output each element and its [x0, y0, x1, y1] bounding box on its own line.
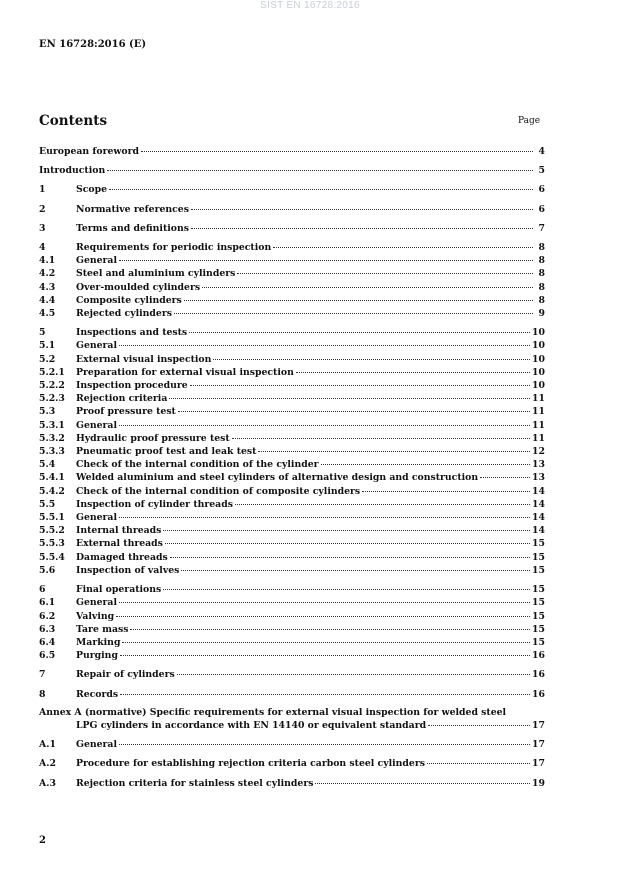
toc-entry-page: 13: [532, 472, 545, 484]
toc-entry-title: Proof pressure test: [76, 406, 176, 418]
toc-entry-page: 8: [538, 268, 545, 280]
toc-entry-number: 5.2.1: [39, 366, 65, 378]
toc-entry-title: Procedure for establishing rejection criteria carbon steel cylinders: [76, 758, 425, 770]
toc-entry[interactable]: [39, 757, 545, 770]
toc-entry-title: Over-moulded cylinders: [76, 281, 201, 293]
toc-entry[interactable]: [39, 445, 545, 458]
toc-entry[interactable]: [39, 432, 545, 445]
toc-entry-page: 5: [538, 165, 545, 177]
toc-entry-title: Preparation for external visual inspection: [76, 366, 294, 378]
toc-entry-page: 15: [532, 564, 545, 576]
toc-entry-number: A.1: [39, 739, 56, 751]
toc-entry[interactable]: [39, 281, 545, 294]
toc-entry-number: 2: [39, 203, 46, 215]
toc-entry-page: 14: [532, 525, 545, 537]
toc-entry[interactable]: [39, 623, 545, 636]
toc-entry-page: 11: [532, 406, 545, 418]
toc-entry-page: 15: [532, 584, 545, 596]
toc-entry-number: 6.4: [39, 636, 56, 648]
toc-entry-title: Marking: [76, 636, 121, 648]
dot-leader: [119, 260, 533, 261]
dot-leader: [119, 744, 530, 745]
toc-entry-title: European foreword: [39, 146, 139, 157]
toc-entry[interactable]: [39, 294, 545, 307]
toc-entry-page: 14: [532, 485, 545, 497]
toc-entry-number: 5.6: [39, 564, 56, 576]
toc-entry-title: Final operations: [76, 584, 162, 596]
toc-entry[interactable]: [39, 511, 545, 524]
dot-leader: [235, 504, 530, 505]
toc-entry-page: 16: [532, 650, 545, 662]
toc-entry-title: Tare mass: [76, 623, 129, 635]
dot-leader: [190, 385, 530, 386]
toc-entry[interactable]: [39, 307, 545, 320]
toc-annex-entries: [39, 738, 545, 790]
toc-entry-number: 5.3: [39, 406, 56, 418]
dot-leader: [119, 602, 530, 603]
dot-leader: [119, 345, 530, 346]
dot-leader: [163, 530, 530, 531]
toc-entry-title: General: [76, 419, 117, 431]
toc-entry-title: Records: [76, 688, 119, 700]
toc-main-entries: [39, 145, 545, 701]
toc-entry[interactable]: [39, 596, 545, 609]
dot-leader: [189, 332, 530, 333]
toc-entry-page: 11: [532, 393, 545, 405]
page-title: Contents: [39, 113, 108, 129]
toc-entry-page: 14: [532, 512, 545, 524]
toc-entry-page: 11: [532, 432, 545, 444]
toc-entry-number: 5.4.2: [39, 485, 65, 497]
dot-leader: [169, 398, 530, 399]
dot-leader: [178, 411, 530, 412]
toc-entry-number: A.2: [39, 758, 56, 770]
toc-entry-page: 17: [532, 739, 545, 751]
toc-entry[interactable]: [39, 458, 545, 471]
toc-entry-page: 10: [532, 380, 545, 392]
toc-entry-number: 5.3.3: [39, 446, 65, 458]
toc-entry-number: 5.2: [39, 353, 56, 365]
toc-entry[interactable]: [39, 241, 545, 254]
dot-leader: [119, 517, 530, 518]
toc-entry-title: Normative references: [76, 203, 189, 215]
toc-entry-number: 6.5: [39, 650, 56, 662]
toc-entry-number: 5.5.1: [39, 512, 65, 524]
toc-entry-number: 1: [39, 184, 46, 196]
toc-entry-title: Composite cylinders: [76, 294, 182, 306]
toc-entry-number: 5.2.2: [39, 380, 65, 392]
toc-entry[interactable]: [39, 649, 545, 662]
toc-entry[interactable]: [39, 485, 545, 498]
toc-entry-page: 8: [538, 242, 545, 254]
toc-entry-number: 4: [39, 242, 46, 254]
watermark: SIST EN 16728:2016: [260, 0, 360, 11]
dot-leader: [273, 247, 533, 248]
toc-entry-page: 6: [538, 184, 545, 196]
toc-entry-title: Check of the internal condition of composite cylinders: [76, 485, 361, 497]
toc-entry-title: General: [76, 597, 117, 609]
toc-entry-number: 5.5.4: [39, 551, 65, 563]
dot-leader: [427, 763, 530, 764]
toc-entry[interactable]: [39, 419, 545, 432]
toc-entry-title: Rejection criteria: [76, 393, 168, 405]
toc-entry-page: 8: [538, 281, 545, 293]
toc-entry-number: 4.3: [39, 281, 56, 293]
toc-entry-page: 15: [532, 551, 545, 563]
dot-leader: [362, 491, 530, 492]
toc-entry[interactable]: [39, 203, 545, 216]
toc-entry[interactable]: [39, 164, 545, 177]
dot-leader: [141, 151, 533, 152]
dot-leader: [109, 189, 533, 190]
toc-entry-title: Damaged threads: [76, 551, 168, 563]
toc-entry-number: 4.2: [39, 268, 56, 280]
toc-entry[interactable]: [39, 524, 545, 537]
toc-entry-page: 10: [532, 340, 545, 352]
toc-entry[interactable]: [39, 537, 545, 550]
page-number: 2: [39, 835, 46, 846]
toc-entry-annex-a[interactable]: [39, 706, 545, 732]
dot-leader: [119, 425, 530, 426]
dot-leader: [122, 642, 530, 643]
toc-entry[interactable]: [39, 610, 545, 623]
annex-title-line2: LPG cylinders in accordance with EN 14140 or equivalent standard: [76, 719, 427, 731]
annex-title-line1: Annex A (normative) Specific requirements for external visual inspection for welded steel: [39, 706, 507, 718]
toc-entry[interactable]: [39, 267, 545, 280]
toc-entry-title: Scope: [76, 184, 107, 196]
toc-entry-number: 4.5: [39, 308, 56, 320]
toc-entry-page: 11: [532, 419, 545, 431]
toc-entry-title: Welded aluminium and steel cylinders of alternative design and construction: [76, 472, 479, 484]
toc-entry[interactable]: [39, 498, 545, 511]
toc-entry[interactable]: [39, 222, 545, 235]
dot-leader: [428, 725, 530, 726]
toc-entry-page: 6: [538, 203, 545, 215]
toc-entry-title: General: [76, 340, 117, 352]
toc-entry[interactable]: [39, 353, 545, 366]
toc-entry[interactable]: [39, 564, 545, 577]
dot-leader: [191, 228, 533, 229]
dot-leader: [177, 674, 530, 675]
dot-leader: [116, 616, 530, 617]
toc-entry-title: Requirements for periodic inspection: [76, 242, 272, 254]
toc-entry[interactable]: [39, 668, 545, 681]
toc-entry[interactable]: [39, 405, 545, 418]
toc-entry-number: 4.4: [39, 294, 56, 306]
toc-entry-number: 5.4: [39, 459, 56, 471]
toc-entry-number: 3: [39, 222, 46, 234]
toc-entry-page: 9: [538, 308, 545, 320]
dot-leader: [120, 655, 530, 656]
toc-entry-title: Rejection criteria for stainless steel cylinders: [76, 777, 314, 789]
dot-leader: [480, 477, 530, 478]
dot-leader: [315, 783, 530, 784]
toc-entry-title: Internal threads: [76, 525, 162, 537]
toc-entry-title: External visual inspection: [76, 353, 212, 365]
toc-entry-number: A.3: [39, 777, 56, 789]
toc-entry-page: 17: [532, 758, 545, 770]
dot-leader: [191, 209, 533, 210]
toc-entry-number: 5.1: [39, 340, 56, 352]
toc-entry[interactable]: [39, 339, 545, 352]
toc-entry-number: 5: [39, 327, 46, 339]
dot-leader: [296, 372, 530, 373]
toc-entry-page: 10: [532, 366, 545, 378]
toc-entry-title: Valving: [76, 610, 115, 622]
toc-entry-page: 10: [532, 327, 545, 339]
toc-entry[interactable]: [39, 636, 545, 649]
toc-entry-number: 5.5.2: [39, 525, 65, 537]
toc-entry-number: 4.1: [39, 255, 56, 267]
toc-entry-page: 16: [532, 669, 545, 681]
toc-entry-number: 6.1: [39, 597, 56, 609]
toc-entry-title: Inspection of valves: [76, 564, 180, 576]
dot-leader: [321, 464, 531, 465]
toc-entry-title: Purging: [76, 650, 118, 662]
toc-entry-page: 4: [538, 146, 545, 157]
toc-entry[interactable]: [39, 777, 545, 790]
toc-entry-title: External threads: [76, 538, 163, 550]
dot-leader: [237, 273, 533, 274]
toc-entry[interactable]: [39, 326, 545, 339]
dot-leader: [174, 313, 533, 314]
toc-entry[interactable]: [39, 366, 545, 379]
dot-leader: [213, 359, 530, 360]
toc-entry-page: 14: [532, 498, 545, 510]
toc-entry-number: 5.3.1: [39, 419, 65, 431]
toc-entry-page: 15: [532, 597, 545, 609]
toc-entry-title: Inspection procedure: [76, 380, 188, 392]
toc-entry-number: 7: [39, 669, 46, 681]
toc-entry-page: 15: [532, 538, 545, 550]
toc-entry-page: 10: [532, 353, 545, 365]
annex-title-line2-row: [39, 719, 545, 732]
toc-entry-title: General: [76, 739, 117, 751]
annex-page-number: 17: [532, 719, 545, 731]
toc-entry[interactable]: [39, 183, 545, 196]
table-of-contents: [39, 145, 545, 790]
toc-entry[interactable]: [39, 145, 545, 158]
toc-entry-number: 8: [39, 688, 46, 700]
toc-entry-number: 5.4.1: [39, 472, 65, 484]
dot-leader: [120, 694, 530, 695]
toc-entry-title: Check of the internal condition of the cylinder: [76, 459, 319, 471]
toc-entry-number: 5.2.3: [39, 393, 65, 405]
dot-leader: [165, 543, 530, 544]
toc-entry-page: 8: [538, 255, 545, 267]
dot-leader: [232, 438, 530, 439]
dot-leader: [258, 451, 530, 452]
page-column-label: Page: [518, 116, 541, 126]
document-id: EN 16728:2016 (E): [39, 39, 147, 50]
dot-leader: [170, 557, 530, 558]
toc-entry-title: Inspection of cylinder threads: [76, 498, 233, 510]
toc-entry-number: 5.5: [39, 498, 56, 510]
dot-leader: [107, 170, 533, 171]
toc-entry-title: General: [76, 512, 117, 524]
toc-entry-page: 15: [532, 636, 545, 648]
dot-leader: [163, 589, 530, 590]
toc-entry-page: 13: [532, 459, 545, 471]
toc-entry-number: 6.2: [39, 610, 56, 622]
toc-entry-number: 6.3: [39, 623, 56, 635]
dot-leader: [130, 629, 530, 630]
toc-entry-page: 16: [532, 688, 545, 700]
toc-entry[interactable]: [39, 379, 545, 392]
toc-entry-number: 5.5.3: [39, 538, 65, 550]
dot-leader: [202, 287, 533, 288]
toc-entry-page: 12: [532, 446, 545, 458]
toc-entry[interactable]: [39, 583, 545, 596]
toc-entry-page: 7: [538, 222, 545, 234]
toc-entry[interactable]: [39, 254, 545, 267]
toc-entry-title: Repair of cylinders: [76, 669, 175, 681]
toc-entry-number: 5.3.2: [39, 432, 65, 444]
toc-entry-page: 15: [532, 610, 545, 622]
toc-entry-number: 6: [39, 584, 46, 596]
toc-entry-title: Steel and aluminium cylinders: [76, 268, 236, 280]
toc-entry-title: Introduction: [39, 165, 106, 177]
toc-entry-page: 8: [538, 294, 545, 306]
toc-entry[interactable]: [39, 471, 545, 484]
toc-entry[interactable]: [39, 392, 545, 405]
toc-entry-title: Rejected cylinders: [76, 308, 172, 320]
toc-entry-title: Inspections and tests: [76, 327, 188, 339]
dot-leader: [184, 300, 533, 301]
toc-entry[interactable]: [39, 688, 545, 701]
toc-entry-title: Terms and definitions: [76, 222, 189, 234]
dot-leader: [181, 570, 530, 571]
toc-entry-title: General: [76, 255, 117, 267]
toc-entry-page: 15: [532, 623, 545, 635]
toc-entry[interactable]: [39, 551, 545, 564]
toc-entry[interactable]: [39, 738, 545, 751]
toc-entry-page: 19: [532, 777, 545, 789]
toc-entry-title: Hydraulic proof pressure test: [76, 432, 230, 444]
toc-entry-title: Pneumatic proof test and leak test: [76, 446, 257, 458]
